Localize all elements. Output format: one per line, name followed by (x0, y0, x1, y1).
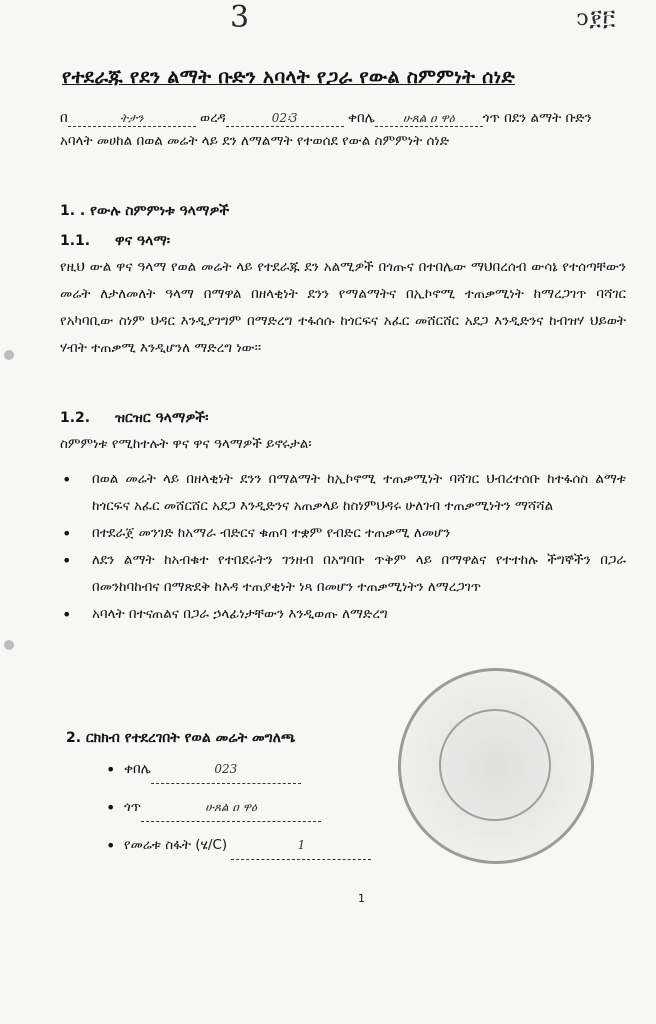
land-item-value: 1 (231, 832, 371, 860)
punch-hole (4, 640, 14, 650)
header-tail: ጎጥ በደን ልማት ቡድን (482, 110, 592, 126)
section-1-2-intro: ስምምነቱ የሚከተሉት ዋና ዋና ዓላማዎች ይኖሩታል፡ (60, 436, 312, 452)
header-prefix: በ (60, 110, 68, 126)
handwritten-corner-number: ͻ፻፫ (576, 6, 616, 31)
header-line-1 (60, 110, 592, 127)
objective-item: • በተደራጀ መንገድ ከአማራ ብድርና ቁጠባ ተቋም የብድር ተጠቃሚ ለመሆን (62, 520, 626, 547)
land-description-list (106, 756, 446, 870)
land-item-value: ሁጸል ዐ ዋዕ (141, 794, 321, 822)
objective-item: • አባላት በተናጠልና በጋራ ኃላፊነታቸውን እንዲወጡ ለማድረግ (62, 601, 626, 628)
land-item-kebele (106, 756, 446, 784)
section-1-2-title: ዝርዝር ዓላማዎች፡ (115, 410, 209, 426)
stamp-inner-ring (439, 709, 551, 821)
section-1-2-heading (60, 410, 208, 426)
handwritten-page-mark: 3 (230, 0, 250, 35)
section-1-heading: 1. . የውሉ ስምምነቱ ዓላማዎች (60, 203, 230, 219)
document-title: የተደራጁ የደን ልማት ቡድን አባላት የጋራ የውል ስምምነት ሰነድ (62, 66, 515, 88)
land-item-label: የመሬቱ ስፋት (ሄ/C) (124, 837, 228, 853)
section-1-1-number: 1.1. (60, 233, 91, 249)
objective-item: • በወል መሬት ላይ በዘላቂነት ደንን በማልማት ከኢኮኖሚ ተጠቃሚነት ባሻገር ህብረተሰቡ ከተፋሰስ ልማቱ ከጎርፍና አፈር መሸርሸር አደጋ እንዲድንና አጠቃላይ ከስነምህዳሩ ሁለገብ ተጠቃሚነትን ማሻሻል (62, 466, 626, 520)
land-item-value: 023 (151, 756, 301, 784)
land-item-label: ቀበሌ (124, 761, 151, 777)
land-item-label: ጎጥ (124, 799, 142, 815)
land-item-area (106, 832, 446, 860)
kebele-fill: ሁጸል ዐ ዋዕ (375, 111, 483, 127)
header-line-2: አባላት መሀከል በወል መሬት ላይ ደን ለማልማት የተወሰደ የውል ስምምነት ሰነድ (60, 133, 450, 149)
header-fill-place: ትታን (68, 111, 196, 127)
official-stamp (398, 668, 594, 864)
section-2-heading: 2. ርክክብ የተደረገበት የወል መሬት መግለጫ (66, 730, 296, 746)
section-1-1-title: ዋና ዓላማ፡ (115, 233, 171, 249)
punch-hole (4, 350, 14, 360)
objectives-list (62, 466, 626, 628)
kebele-label: ቀበሌ (347, 110, 375, 126)
section-1-2-number: 1.2. (60, 410, 91, 426)
land-item-got (106, 794, 446, 822)
page-number: 1 (358, 892, 365, 905)
woreda-label: ወረዳ (200, 110, 226, 126)
objective-item: • ለደን ልማት ከአብቁተ የተበደሩትን ገንዘብ በአግባቡ ጥቅም ላይ በማዋልና የተተከሉ ችግኞችን በጋራ በመንከባከብና በማጽደቅ ከእዳ ተጠያቂነት ነጻ በመሆን ተጠቃሚነትን ለማረጋገጥ (62, 547, 626, 601)
woreda-fill: 02፡3 (226, 111, 344, 127)
section-1-1-heading (60, 233, 170, 249)
section-1-1-text: የዚህ ውል ዋና ዓላማ የወል መሬት ላይ የተደራጁ ደን አልሚዎች በጎጡና በተበሌው ማህበረሰብ ውሳኔ የተሰጣቸውን መሬት ለታለመለት ዓላማ በማዋል በዘላቂነት ደንን የማልማትና በኢኮኖሚ ተጠቃሚነት ከማረጋገጥ ባሻገር የአካባቢው ስነም ህዳር እንዲያገግም በማድረግ ተፋሰሱ ከጎርፍና አፈር መሸርሸር አደጋ እንዲድንና ከብዝሃ ህይወት ሃብት ተጠቃሚ እንዲሆንለ ማድረግ ነው፡፡ (60, 259, 626, 356)
